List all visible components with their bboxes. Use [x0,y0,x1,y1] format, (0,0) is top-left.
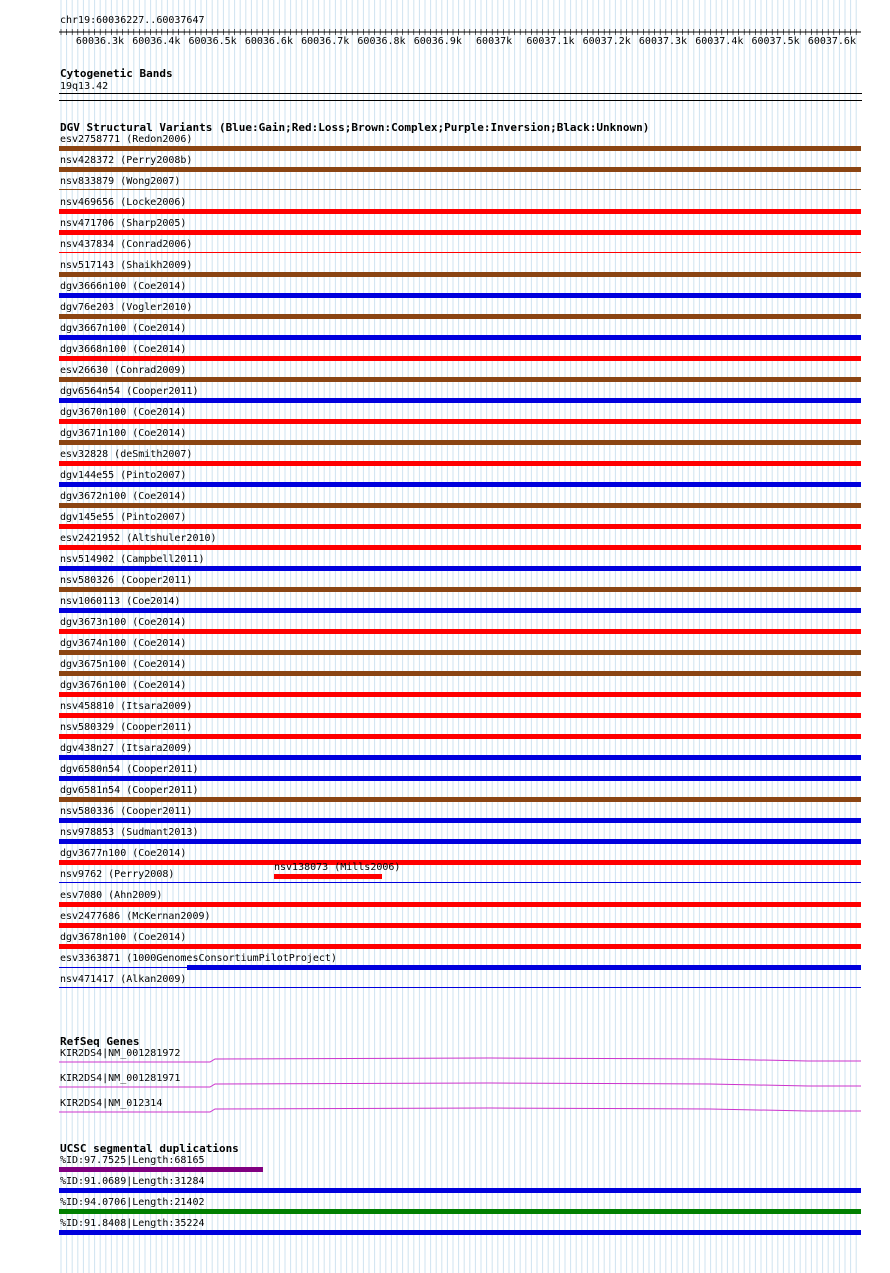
dgv-variant-bar[interactable] [59,440,861,445]
ruler-tick-label: 60036.3k [75,36,125,47]
dgv-variant-label[interactable]: esv7080 (Ahn2009) [60,890,163,901]
cytoband-line-lower [59,100,862,101]
ruler-tick-label: 60037.6k [807,36,856,47]
ruler-tick-label: 60037.3k [638,36,688,47]
dgv-variant-bar[interactable] [59,608,861,613]
ruler-tick-label: 60037k [476,36,513,47]
dgv-variant-label[interactable]: dgv6581n54 (Cooper2011) [60,785,199,796]
dgv-variant-label[interactable]: nsv471417 (Alkan2009) [60,974,187,985]
dgv-variant-label[interactable]: esv32828 (deSmith2007) [60,449,193,460]
dgv-variant-bar[interactable] [187,965,861,970]
dgv-variant-label[interactable]: nsv428372 (Perry2008b) [60,155,193,166]
dgv-variant-label[interactable]: nsv580326 (Cooper2011) [60,575,193,586]
dgv-track-title: DGV Structural Variants (Blue:Gain;Red:Loss;Brown:Complex;Purple:Inversion;Black:Unknown) [60,121,650,134]
dgv-variant-label[interactable]: nsv458810 (Itsara2009) [60,701,193,712]
ruler-tick-label: 60036.6k [244,36,293,47]
dgv-variant-bar[interactable] [59,146,861,151]
dgv-variant-label[interactable]: nsv580336 (Cooper2011) [60,806,193,817]
dgv-variant-label[interactable]: nsv514902 (Campbell2011) [60,554,205,565]
dgv-variant-bar[interactable] [59,189,861,190]
dgv-variant-bar[interactable] [59,902,861,907]
ruler-tick-label: 60037.4k [695,36,744,47]
dgv-variant-bar[interactable] [59,797,861,802]
refseq-gene-lines [0,1050,890,1130]
dgv-variant-label[interactable]: esv2758771 (Redon2006) [60,134,193,145]
segdup-label[interactable]: %ID:97.7525|Length:68165 [60,1155,205,1166]
segdup-bar[interactable] [59,1209,861,1214]
dgv-variant-bar[interactable] [59,503,861,508]
ruler-tick-label: 60037.1k [526,36,575,47]
dgv-variant-label[interactable]: dgv144e55 (Pinto2007) [60,470,187,481]
dgv-variant-bar[interactable] [59,587,861,592]
segdup-label[interactable]: %ID:94.0706|Length:21402 [60,1197,205,1208]
dgv-variant-label[interactable]: dgv3676n100 (Coe2014) [60,680,187,691]
dgv-variant-label[interactable]: dgv76e203 (Vogler2010) [60,302,193,313]
ruler-tick-label: 60036.5k [188,36,237,47]
refseq-gene-line [59,1058,861,1062]
dgv-variant-bar[interactable] [59,419,861,424]
dgv-variant-label[interactable]: dgv3672n100 (Coe2014) [60,491,187,502]
refseq-gene-label[interactable]: KIR2DS4|NM_012314 [60,1098,163,1109]
dgv-variant-label[interactable]: nsv833879 (Wong2007) [60,176,181,187]
dgv-variant-label[interactable]: dgv6580n54 (Cooper2011) [60,764,199,775]
dgv-variant-label[interactable]: dgv3678n100 (Coe2014) [60,932,187,943]
dgv-variant-label[interactable]: nsv978853 (Sudmant2013) [60,827,199,838]
dgv-variant-bar[interactable] [59,692,861,697]
dgv-variant-bar[interactable] [59,461,861,466]
dgv-variant-bar[interactable] [59,252,861,253]
dgv-variant-label[interactable]: nsv580329 (Cooper2011) [60,722,193,733]
ruler-tick-label: 60037.2k [582,36,631,47]
ruler-tick-label: 60037.5k [751,36,800,47]
dgv-variant-bar[interactable] [59,650,861,655]
segdup-track-title: UCSC segmental duplications [60,1142,239,1155]
segdup-label[interactable]: %ID:91.8408|Length:35224 [60,1218,205,1229]
dgv-variant-bar[interactable] [59,314,861,319]
refseq-gene-label[interactable]: KIR2DS4|NM_001281971 [60,1073,181,1084]
dgv-variant-label[interactable]: dgv3675n100 (Coe2014) [60,659,187,670]
dgv-variant-label[interactable]: dgv3677n100 (Coe2014) [60,848,187,859]
dgv-variant-bar[interactable] [59,944,861,949]
dgv-variant-bar[interactable] [59,566,861,571]
dgv-variant-label[interactable]: esv26630 (Conrad2009) [60,365,187,376]
dgv-variant-bar[interactable] [59,545,861,550]
ruler-tick-label: 60036.9k [413,36,462,47]
ruler-tick-label: 60036.7k [301,36,350,47]
dgv-variant-bar[interactable] [59,524,861,529]
dgv-variant-label[interactable]: nsv437834 (Conrad2006) [60,239,193,250]
dgv-variant-label[interactable]: esv2421952 (Altshuler2010) [60,533,217,544]
dgv-variant-bar[interactable] [59,818,861,823]
dgv-variant-bar[interactable] [59,167,861,172]
dgv-variant-bar[interactable] [59,776,861,781]
dgv-variant-label[interactable]: nsv9762 (Perry2008) [60,869,175,880]
segdup-bar[interactable] [59,1167,263,1172]
position-ruler [0,20,890,70]
dgv-variant-label[interactable]: nsv1060113 (Coe2014) [60,596,181,607]
ruler-tick-label: 60036.8k [357,36,406,47]
dgv-variant-bar[interactable] [59,272,861,277]
ruler-tick-label: 60036.4k [132,36,181,47]
dgv-variant-bar[interactable] [59,671,861,676]
segdup-bar[interactable] [59,1230,861,1235]
dgv-variant-label[interactable]: dgv3671n100 (Coe2014) [60,428,187,439]
dgv-variant-bar[interactable] [59,356,861,361]
dgv-variant-label[interactable]: dgv3674n100 (Coe2014) [60,638,187,649]
refseq-track-title: RefSeq Genes [60,1035,140,1048]
dgv-variant-label[interactable]: dgv3670n100 (Coe2014) [60,407,187,418]
dgv-variant-label[interactable]: dgv145e55 (Pinto2007) [60,512,187,523]
dgv-variant-bar[interactable] [274,874,382,879]
dgv-variant-label[interactable]: nsv469656 (Locke2006) [60,197,187,208]
dgv-variant-label[interactable]: dgv3668n100 (Coe2014) [60,344,187,355]
dgv-variant-bar[interactable] [59,987,861,988]
dgv-variant-label[interactable]: dgv3667n100 (Coe2014) [60,323,187,334]
cytoband-label[interactable]: 19q13.42 [60,81,109,92]
dgv-variant-bar[interactable] [59,860,861,865]
dgv-variant-label[interactable]: esv2477686 (McKernan2009) [60,911,211,922]
cytoband-line [59,93,862,94]
dgv-variant-bar[interactable] [59,713,861,718]
dgv-variant-bar[interactable] [59,923,861,928]
dgv-variant-bar[interactable] [59,755,861,760]
dgv-variant-label[interactable]: dgv6564n54 (Cooper2011) [60,386,199,397]
dgv-variant-label[interactable]: nsv471706 (Sharp2005) [60,218,187,229]
region-label: chr19:60036227..60037647 [60,15,205,26]
dgv-variant-bar[interactable] [59,734,861,739]
segdup-label[interactable]: %ID:91.0689|Length:31284 [60,1176,205,1187]
dgv-variant-label[interactable]: dgv438n27 (Itsara2009) [60,743,193,754]
dgv-variant-bar[interactable] [59,209,861,214]
refseq-gene-label[interactable]: KIR2DS4|NM_001281972 [60,1048,181,1059]
dgv-variant-bar[interactable] [59,882,861,883]
cytoband-title: Cytogenetic Bands [60,67,173,80]
refseq-gene-line [59,1083,861,1087]
dgv-variant-intron [59,967,187,968]
dgv-variant-bar[interactable] [59,839,861,844]
dgv-variant-bar[interactable] [59,293,861,298]
dgv-variant-label[interactable]: nsv517143 (Shaikh2009) [60,260,193,271]
dgv-variant-bar[interactable] [59,482,861,487]
dgv-variant-bar[interactable] [59,377,861,382]
dgv-variant-bar[interactable] [59,335,861,340]
segdup-bar[interactable] [59,1188,861,1193]
dgv-variant-label[interactable]: dgv3673n100 (Coe2014) [60,617,187,628]
dgv-variant-bar[interactable] [59,629,861,634]
dgv-variant-bar[interactable] [59,230,861,235]
dgv-variant-label[interactable]: dgv3666n100 (Coe2014) [60,281,187,292]
dgv-variant-label[interactable]: nsv138073 (Mills2006) [274,862,401,873]
refseq-gene-line [59,1108,861,1112]
dgv-variant-label[interactable]: esv3363871 (1000GenomesConsortiumPilotProject) [60,953,337,964]
dgv-variant-bar[interactable] [59,398,861,403]
